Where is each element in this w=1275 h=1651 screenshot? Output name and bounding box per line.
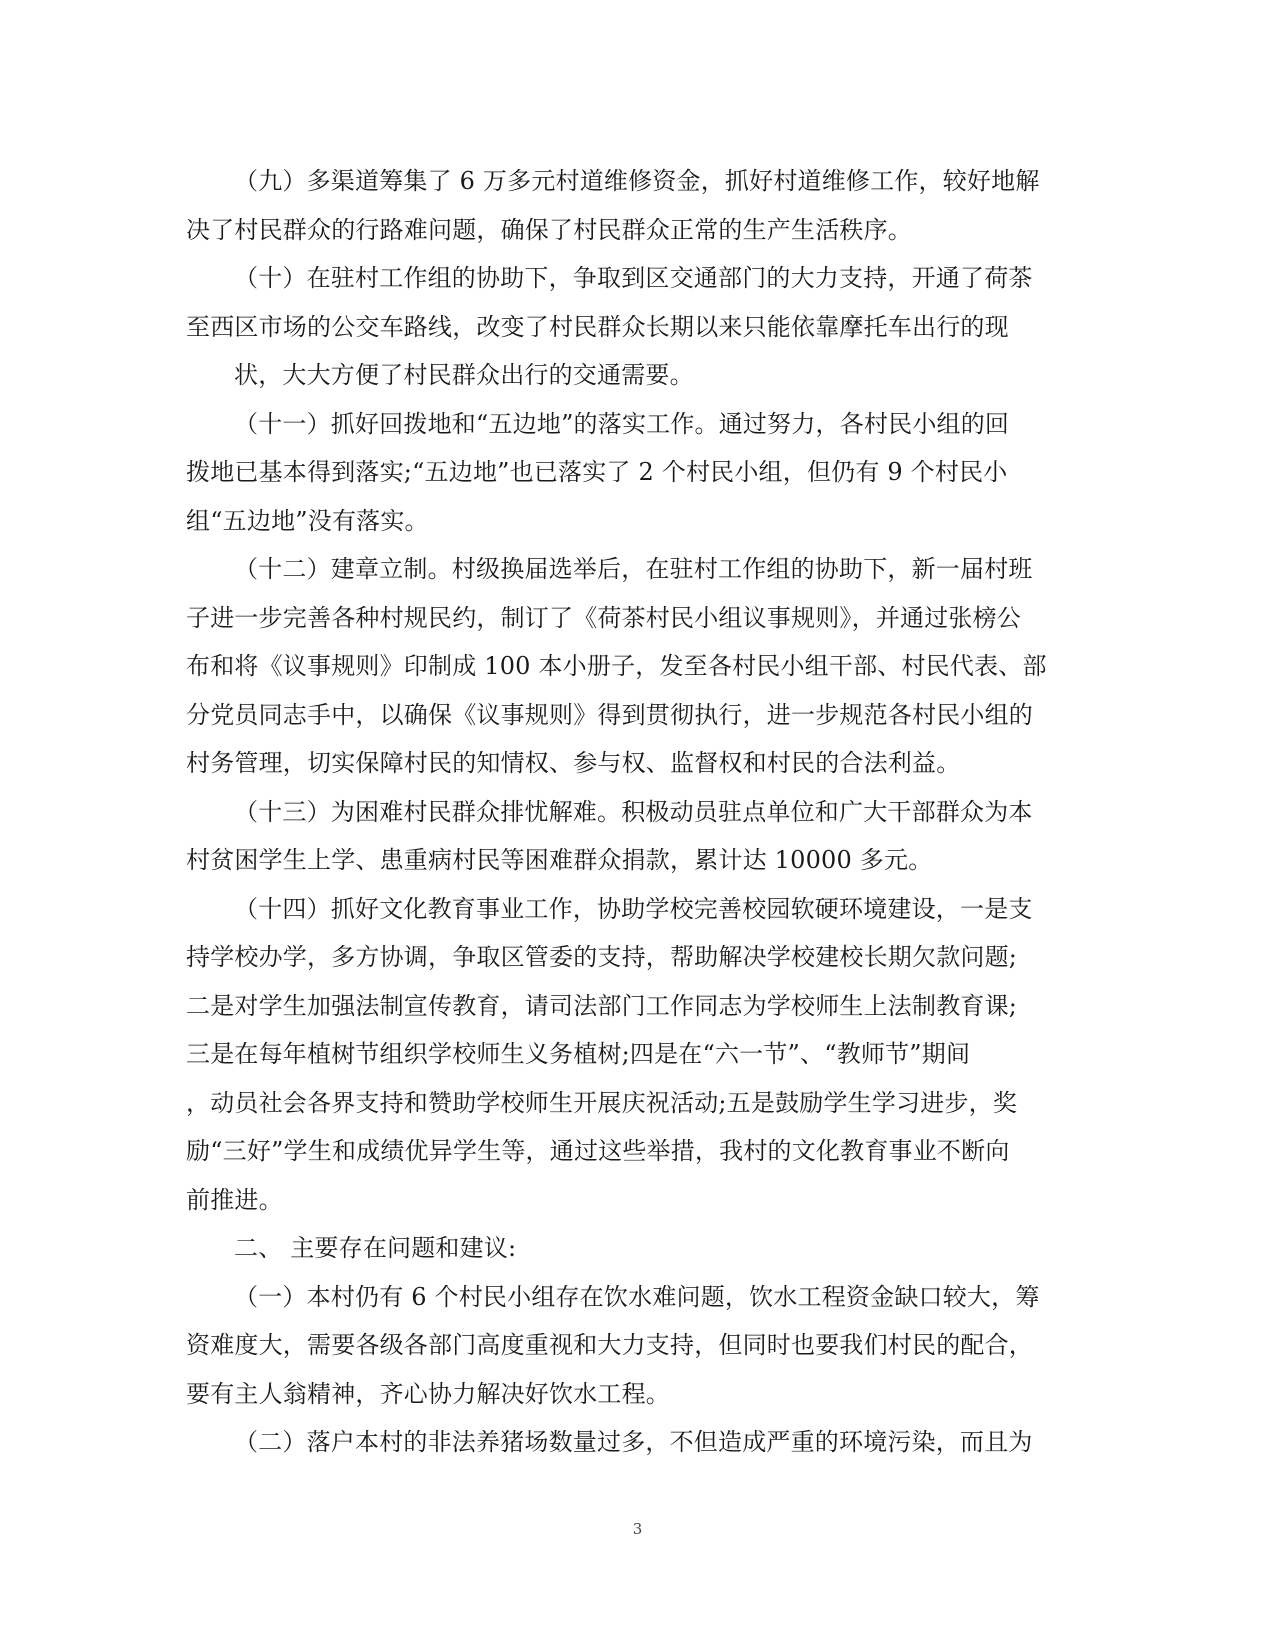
section-heading: 二、 主要存在问题和建议:: [234, 1234, 517, 1262]
text-line: 至西区市场的公交车路线，改变了村民群众长期以来只能依靠摩托车出行的现: [186, 312, 1009, 341]
text-line: 组“五边地”没有落实。: [186, 506, 429, 535]
text-line: （十一）抓好回拨地和“五边地”的落实工作。通过努力，各村民小组的回: [234, 409, 1010, 438]
document-body: [186, 157, 1062, 1467]
text-line: 村贫困学生上学、患重病村民等困难群众捐款，累计达 10000 多元。: [186, 846, 933, 874]
text-line: 持学校办学，多方协调，争取区管委的支持，帮助解决学校建校长期欠款问题;: [186, 943, 1018, 971]
text-line: ，动员社会各界支持和赞助学校师生开展庆祝活动;五是鼓励学生学习进步，奖: [186, 1088, 1018, 1117]
text-line: （十三）为困难村民群众排忧解难。积极动员驻点单位和广大干部群众为本: [234, 797, 1033, 826]
page-number: 3: [632, 1520, 643, 1538]
text-line: 励“三好”学生和成绩优异学生等，通过这些举措，我村的文化教育事业不断向: [186, 1137, 1010, 1165]
text-line: （一）本村仍有 6 个村民小组存在饮水难问题，饮水工程资金缺口较大，筹: [234, 1282, 1040, 1311]
text-line: 村务管理，切实保障村民的知情权、参与权、监督权和村民的合法利益。: [186, 749, 961, 777]
text-line: 分党员同志手中，以确保《议事规则》得到贯彻执行，进一步规范各村民小组的: [186, 700, 1033, 729]
text-line: 状，大大方便了村民群众出行的交通需要。: [234, 361, 694, 389]
text-line: 三是在每年植树节组织学校师生义务植树;四是在“六一节”、“教师节”期间: [186, 1040, 971, 1068]
text-line: 拨地已基本得到落实;“五边地”也已落实了 2 个村民小组，但仍有 9 个村民小: [186, 458, 1008, 486]
text-line: （二）落户本村的非法养猪场数量过多，不但造成严重的环境污染，而且为: [234, 1428, 1033, 1456]
text-line: 二是对学生加强法制宣传教育，请司法部门工作同志为学校师生上法制教育课;: [186, 991, 1018, 1020]
text-line: 布和将《议事规则》印制成 100 本小册子，发至各村民小组干部、村民代表、部: [186, 652, 1047, 680]
text-line: 子进一步完善各种村规民约，制订了《荷茶村民小组议事规则》，并通过张榜公: [186, 603, 1021, 632]
text-line: 要有主人翁精神，齐心协力解决好饮水工程。: [186, 1379, 670, 1408]
text-line: （十四）抓好文化教育事业工作，协助学校完善校园软硬环境建设，一是支: [234, 894, 1033, 923]
text-line: （九）多渠道筹集了 6 万多元村道维修资金，抓好村道维修工作，较好地解: [234, 167, 1040, 195]
text-line: （十二）建章立制。村级换届选举后，在驻村工作组的协助下，新一届村班: [234, 555, 1033, 583]
text-line: 决了村民群众的行路难问题，确保了村民群众正常的生产生活秩序。: [186, 215, 912, 244]
text-line: 资难度大，需要各级各部门高度重视和大力支持，但同时也要我们村民的配合，: [186, 1331, 1033, 1359]
text-line: 前推进。: [186, 1185, 283, 1214]
text-line: （十）在驻村工作组的协助下，争取到区交通部门的大力支持，开通了荷茶: [234, 264, 1033, 292]
